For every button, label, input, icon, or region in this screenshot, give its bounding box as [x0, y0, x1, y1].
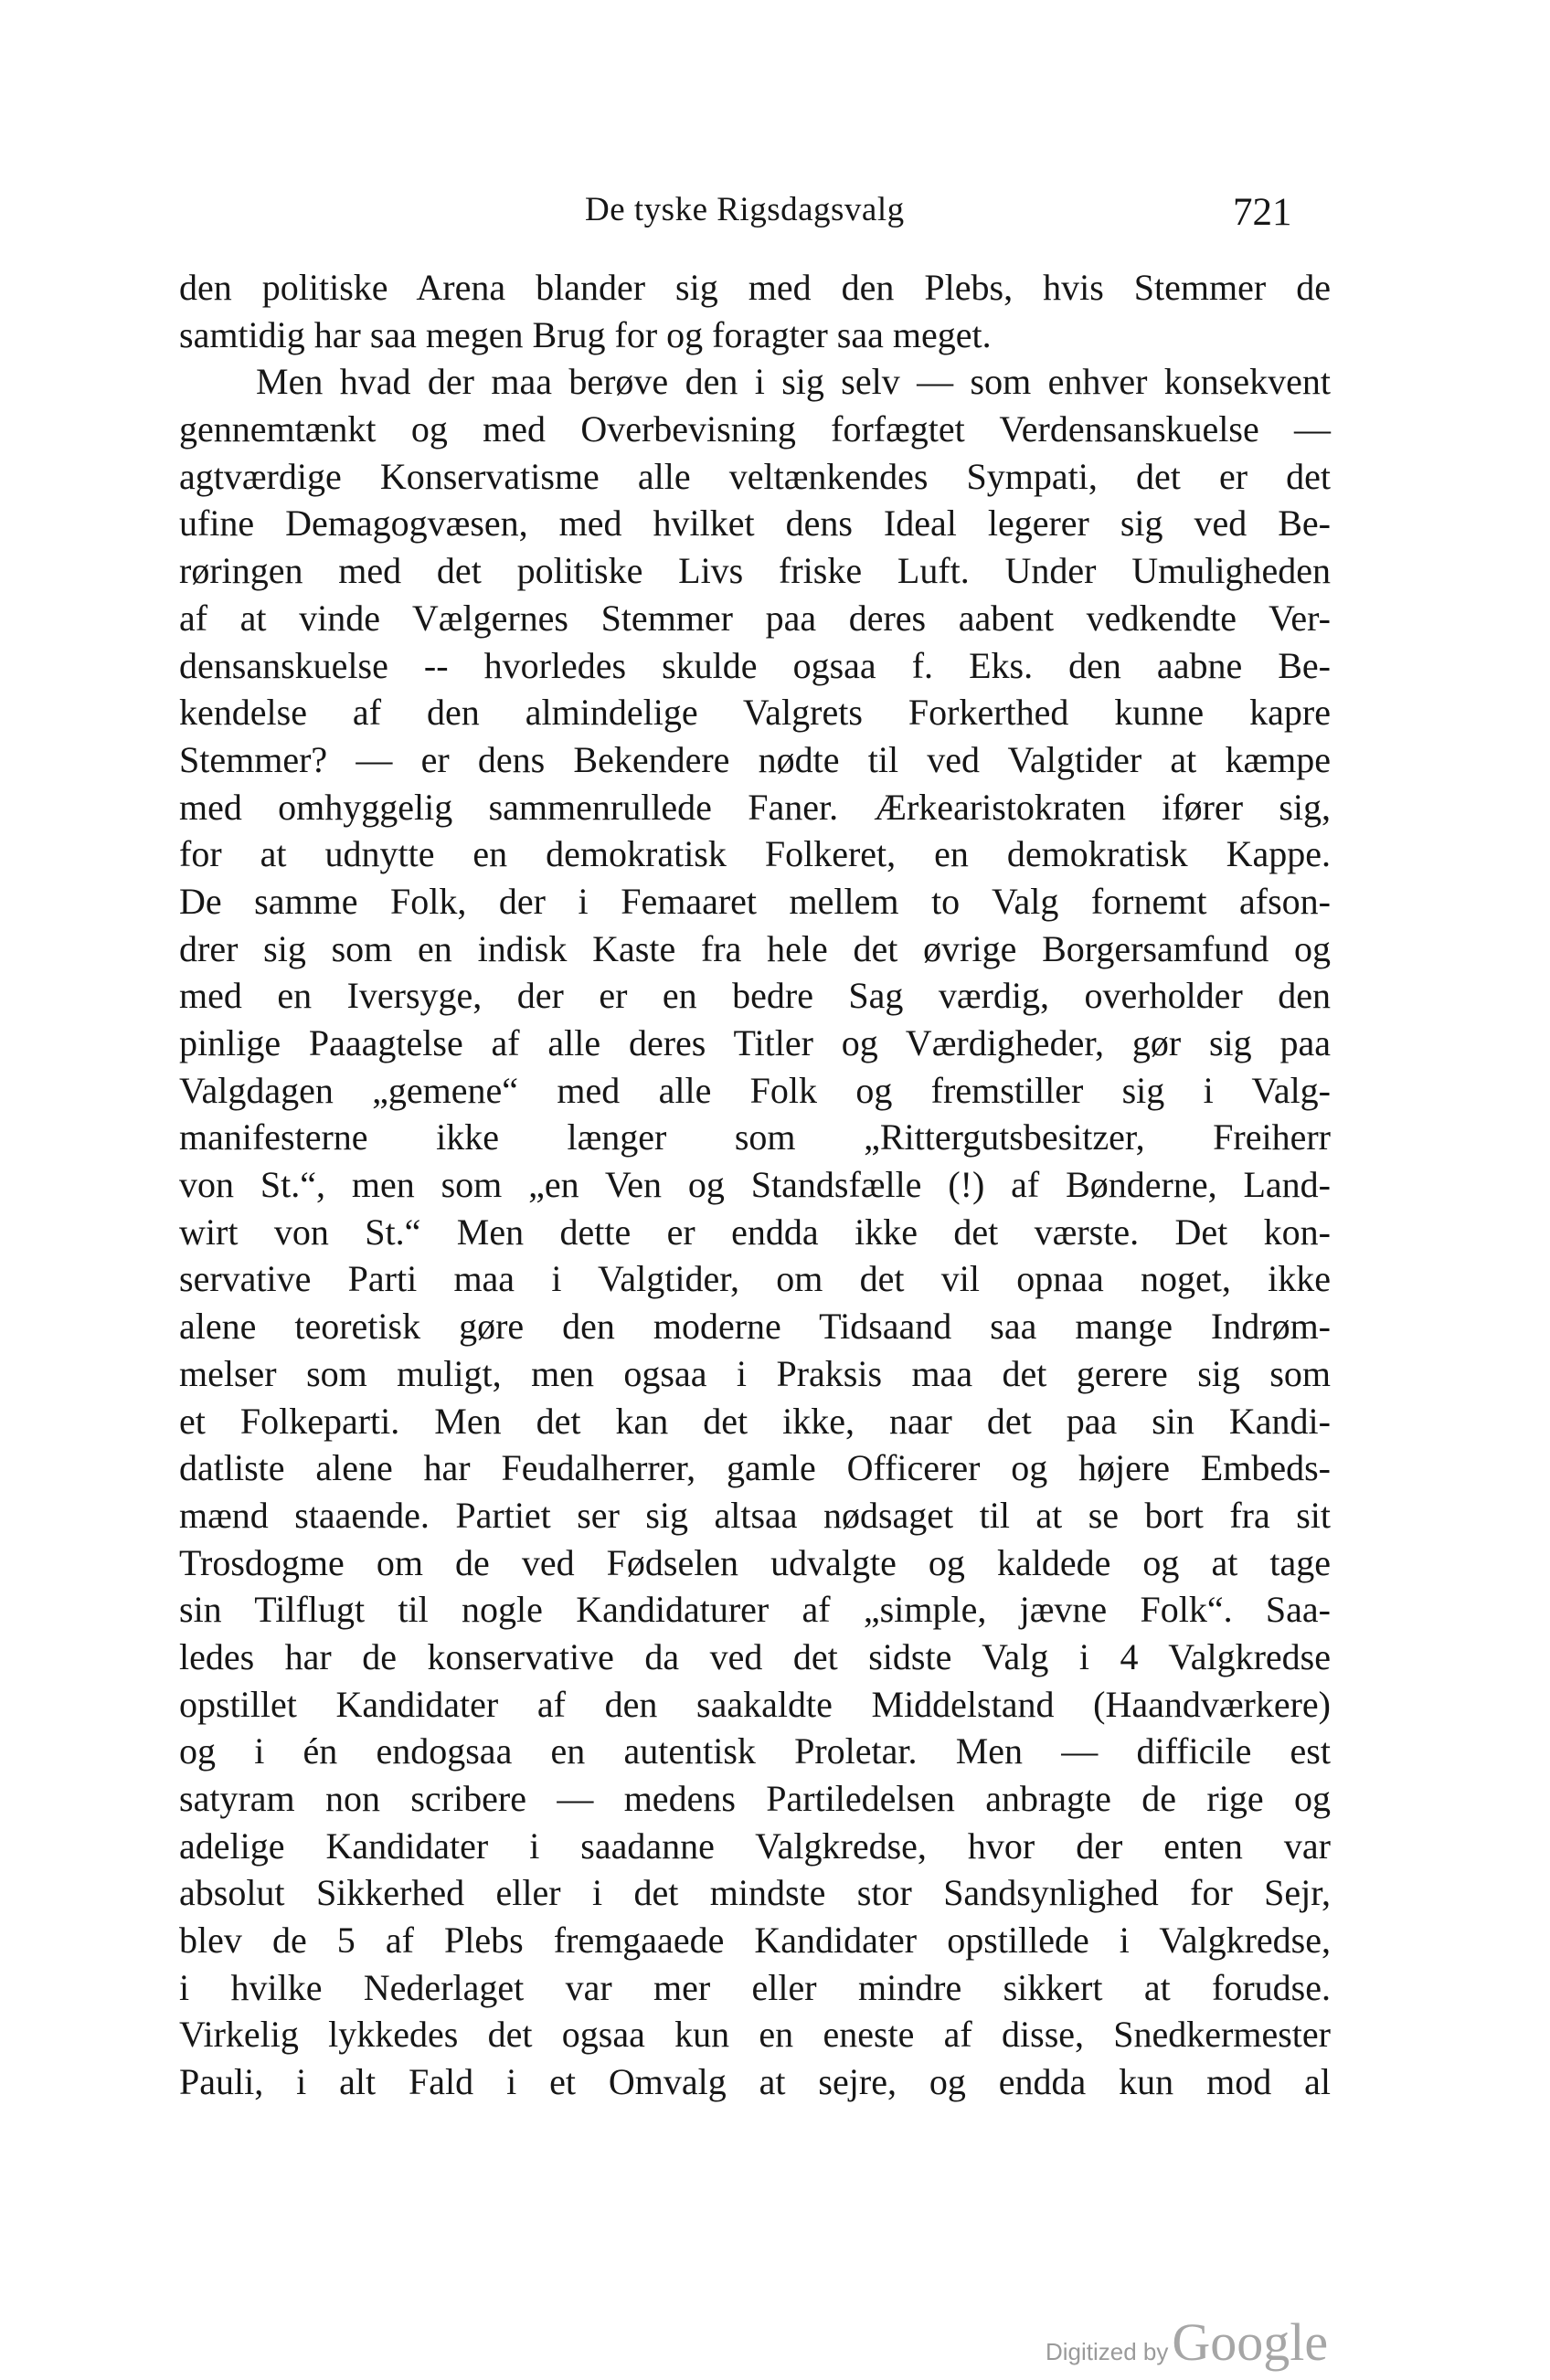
- text-line: opstillet Kandidater af den saakaldte Middelstand (Haandværkere): [179, 1683, 1331, 1725]
- text-line: for at udnytte en demokratisk Folkeret, en demokratisk Kappe.: [179, 833, 1331, 875]
- text-line: et Folkeparti. Men det kan det ikke, naar det paa sin Kandi-: [179, 1400, 1331, 1442]
- text-line: med omhyggelig sammenrullede Faner. Ærkearistokraten ifører sig,: [179, 786, 1331, 828]
- text-line: sin Tilflugt til nogle Kandidaturer af „simple, jævne Folk“. Saa-: [179, 1589, 1331, 1631]
- text-line: absolut Sikkerhed eller i det mindste stor Sandsynlighed for Sejr,: [179, 1872, 1331, 1914]
- text-line: von St.“, men som „en Ven og Standsfælle (!) af Bønderne, Land-: [179, 1164, 1331, 1206]
- text-line: af at vinde Vælgernes Stemmer paa deres aabent vedkendte Ver-: [179, 597, 1331, 639]
- text-line: datliste alene har Feudalherrer, gamle Officerer og højere Embeds-: [179, 1447, 1331, 1489]
- text-line: manifesterne ikke længer som „Rittergutsbesitzer, Freiherr: [179, 1116, 1331, 1158]
- text-line: De samme Folk, der i Femaaret mellem to Valg fornemt afson-: [179, 880, 1331, 922]
- text-line: den politiske Arena blander sig med den Plebs, hvis Stemmer de: [179, 267, 1331, 308]
- text-line: med en Iversyge, der er en bedre Sag værdig, overholder den: [179, 975, 1331, 1017]
- running-head: [0, 190, 1550, 245]
- text-line: satyram non scribere — medens Partiledelsen anbragte de rige og: [179, 1778, 1331, 1819]
- text-line: Stemmer? — er dens Bekendere nødte til ved Valgtider at kæmpe: [179, 738, 1331, 780]
- text-line: alene teoretisk gøre den moderne Tidsaand saa mange Indrøm-: [179, 1306, 1331, 1348]
- text-line: wirt von St.“ Men dette er endda ikke det værste. Det kon-: [179, 1211, 1331, 1253]
- watermark-prefix: Digitized by: [1046, 2338, 1169, 2365]
- google-logo: Google: [1172, 2312, 1329, 2372]
- text-line: Pauli, i alt Fald i et Omvalg at sejre, og endda kun mod al: [179, 2061, 1331, 2103]
- running-title: De tyske Rigsdagsvalg: [585, 191, 905, 228]
- text-line: røringen med det politiske Livs friske Luft. Under Umuligheden: [179, 550, 1331, 592]
- text-line: Valgdagen „gemene“ med alle Folk og fremstiller sig i Valg-: [179, 1069, 1331, 1111]
- text-line: Virkelig lykkedes det ogsaa kun en eneste af disse, Snedkermester: [179, 2014, 1331, 2056]
- text-line: servative Parti maa i Valgtider, om det vil opnaa noget, ikke: [179, 1258, 1331, 1300]
- text-line: densanskuelse -- hvorledes skulde ogsaa f. Eks. den aabne Be-: [179, 644, 1331, 686]
- text-line: drer sig som en indisk Kaste fra hele det øvrige Borgersamfund og: [179, 927, 1331, 969]
- text-line: ufine Demagogvæsen, med hvilket dens Ideal legerer sig ved Be-: [179, 502, 1331, 545]
- body-text: [179, 264, 1331, 2106]
- text-line: samtidig har saa megen Brug for og foragter saa meget.: [179, 313, 992, 355]
- text-line: ledes har de konservative da ved det sidste Valg i 4 Valgkredse: [179, 1635, 1331, 1677]
- text-line: adelige Kandidater i saadanne Valgkredse, hvor der enten var: [179, 1825, 1331, 1867]
- text-line: og i én endogsaa en autentisk Proletar. Men — difficile est: [179, 1730, 1331, 1772]
- text-line: kendelse af den almindelige Valgrets Forkerthed kunne kapre: [179, 692, 1331, 734]
- text-line: Men hvad der maa berøve den i sig selv — som enhver konsekvent: [256, 361, 1331, 403]
- text-line: Trosdogme om de ved Fødselen udvalgte og kaldede og at tage: [179, 1541, 1331, 1583]
- text-line: blev de 5 af Plebs fremgaaede Kandidater opstillede i Valgkredse,: [179, 1920, 1331, 1962]
- text-line: melser som muligt, men ogsaa i Praksis maa det gerere sig som: [179, 1352, 1331, 1394]
- text-line: agtværdige Konservatisme alle veltænkendes Sympati, det er det: [179, 455, 1331, 497]
- page-number: 721: [1233, 191, 1292, 234]
- text-line: gennemtænkt og med Overbevisning forfægtet Verdensanskuelse —: [179, 408, 1331, 450]
- text-line: pinlige Paaagtelse af alle deres Titler og Værdigheder, gør sig paa: [179, 1022, 1331, 1063]
- digitized-by-watermark: [1046, 2311, 1328, 2373]
- text-line: mænd staaende. Partiet ser sig altsaa nødsaget til at se bort fra sit: [179, 1494, 1331, 1536]
- text-line: i hvilke Nederlaget var mer eller mindre sikkert at forudse.: [179, 1966, 1331, 2008]
